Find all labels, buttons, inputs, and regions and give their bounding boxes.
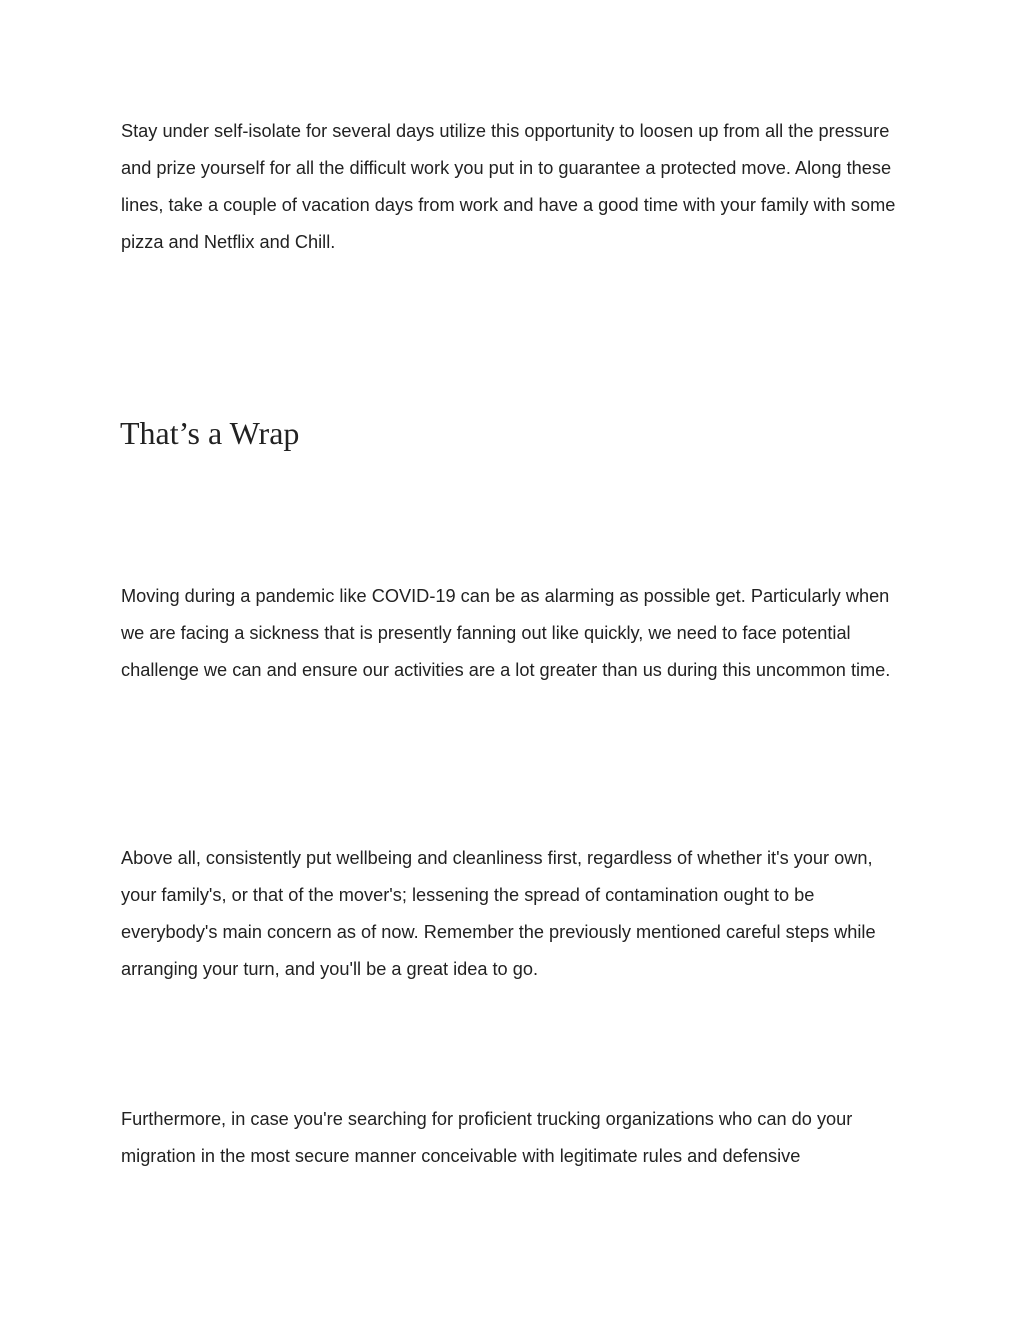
paragraph-pandemic: Moving during a pandemic like COVID-19 can be as alarming as possible get. Particularly when we are facing a sickness that is presently fanning out like quickly, we need to face potential challenge we can and ensure our activities are a lot greater than us during this uncommon time. (121, 586, 891, 680)
paragraph-wellbeing: Above all, consistently put wellbeing and cleanliness first, regardless of whether it's your own, your family's, or that of the mover's; lessening the spread of contamination ought to be everybody's main concern as of now. Remember the previously mentioned careful steps while arranging your turn, and you'll be a great idea to go. (121, 848, 876, 979)
section-heading: That’s a Wrap (120, 415, 300, 451)
paragraph-trucking: Furthermore, in case you're searching for proficient trucking organizations who can do your migration in the most secure manner conceivable with legitimate rules and defensive (121, 1109, 853, 1166)
paragraph-self-isolate: Stay under self-isolate for several days utilize this opportunity to loosen up from all the pressure and prize yourself for all the difficult work you put in to guarantee a protected move. Along these lines, take a couple of vacation days from work and have a good time with your family with some pizza and Netflix and Chill. (121, 121, 896, 252)
